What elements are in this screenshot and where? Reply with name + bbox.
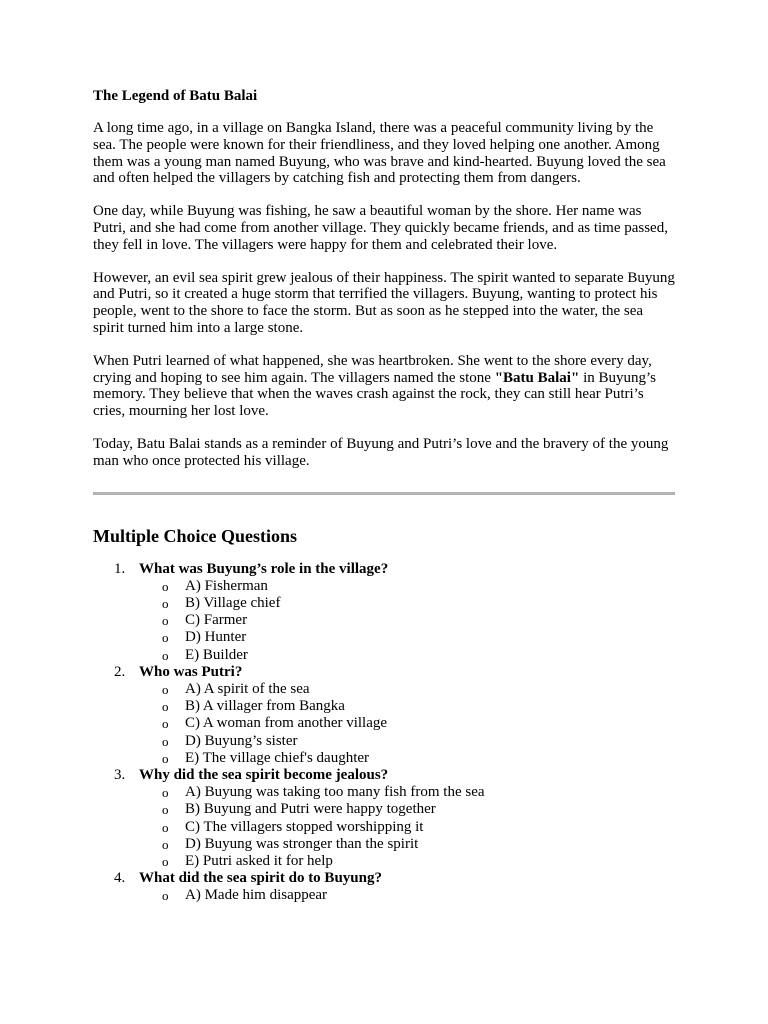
- answer-option: [139, 612, 675, 629]
- bullet-icon: o: [162, 733, 169, 749]
- mcq-heading: Multiple Choice Questions: [93, 525, 298, 546]
- question-text: What was Buyung’s role in the village?: [139, 560, 389, 577]
- question-text: What did the sea spirit do to Buyung?: [139, 870, 382, 887]
- story-body: [93, 120, 675, 470]
- option-text: B) A villager from Bangka: [185, 698, 345, 715]
- answer-option: [139, 647, 675, 664]
- question-text: Why did the sea spirit become jealous?: [139, 766, 389, 783]
- question-number: 1.: [114, 560, 126, 577]
- option-text: B) Village chief: [185, 594, 281, 611]
- answer-option: [139, 750, 675, 767]
- story-paragraph-3: [93, 270, 675, 337]
- option-text: A) A spirit of the sea: [185, 680, 310, 697]
- question-item: [93, 870, 675, 904]
- paragraph-text: One day, while Buyung was fishing, he saw a beautiful woman by the shore. Her name was Putri, and she had come from another village. They quickly became friends, and as time passed, they fell in love. The villagers were happy for them and celebrated their love.: [93, 203, 668, 253]
- story-paragraph-2: [93, 203, 675, 253]
- option-list: [139, 681, 675, 767]
- bullet-icon: o: [162, 647, 169, 663]
- bullet-icon: o: [162, 785, 169, 801]
- option-text: D) Buyung was stronger than the spirit: [185, 835, 419, 852]
- bullet-icon: o: [162, 888, 169, 904]
- option-text: C) A woman from another village: [185, 715, 388, 732]
- bullet-icon: o: [162, 699, 169, 715]
- option-text: D) Buyung’s sister: [185, 732, 298, 749]
- answer-option: [139, 733, 675, 750]
- bullet-icon: o: [162, 716, 169, 732]
- bullet-icon: o: [162, 836, 169, 852]
- option-list: [139, 578, 675, 664]
- question-number: 3.: [114, 766, 126, 783]
- story-paragraph-5: [93, 436, 675, 470]
- question-item: [93, 664, 675, 767]
- bullet-icon: o: [162, 681, 169, 697]
- paragraph-text: in Buyung’s memory. They believe that when the waves crash against the rock, they can still hear Putri’s cries, mourning her lost love.: [93, 369, 656, 420]
- option-text: A) Buyung was taking too many fish from the sea: [185, 784, 485, 801]
- question-item: [93, 767, 675, 870]
- paragraph-text: Today, Batu Balai stands as a reminder of Buyung and Putri’s love and the bravery of the young man who once protected his village.: [93, 435, 669, 469]
- option-text: A) Made him disappear: [185, 887, 328, 904]
- option-text: E) Putri asked it for help: [185, 853, 333, 869]
- paragraph-text: When Putri learned of what happened, she was heartbroken. She went to the shore every day, crying and hoping to see him again. The villagers named the stone: [93, 352, 652, 386]
- answer-option: [139, 836, 675, 853]
- answer-option: [139, 698, 675, 715]
- section-divider: [93, 492, 675, 495]
- option-text: C) The villagers stopped worshipping it: [185, 818, 424, 835]
- bullet-icon: o: [162, 854, 169, 869]
- answer-option: [139, 578, 675, 595]
- bullet-icon: o: [162, 802, 169, 818]
- answer-option: [139, 887, 675, 904]
- answer-option: [139, 784, 675, 801]
- option-text: D) Hunter: [185, 629, 247, 646]
- question-number: 2.: [114, 663, 126, 680]
- paragraph-text: However, an evil sea spirit grew jealous of their happiness. The spirit wanted to separate Buyung and Putri, so it created a huge storm that terrified the villagers. Buyung, wanting to protect his people, went to the shore to face the storm. But as soon as he stepped into the water, the sea spirit turned him into a large stone.: [93, 269, 675, 336]
- bullet-icon: o: [162, 595, 169, 611]
- stone-name-highlight: "Batu Balai": [494, 369, 580, 386]
- question-item: [93, 561, 675, 664]
- question-number: 4.: [114, 870, 126, 887]
- story-paragraph-1: [93, 120, 675, 187]
- option-list: [139, 887, 675, 904]
- question-list: [93, 561, 675, 905]
- option-text: B) Buyung and Putri were happy together: [185, 801, 436, 818]
- answer-option: [139, 629, 675, 646]
- answer-option: [139, 681, 675, 698]
- answer-option: [139, 819, 675, 836]
- bullet-icon: o: [162, 630, 169, 646]
- option-list: [139, 784, 675, 870]
- option-text: E) Builder: [185, 646, 248, 663]
- question-text: Who was Putri?: [139, 663, 243, 680]
- answer-option: [139, 595, 675, 612]
- bullet-icon: o: [162, 578, 169, 594]
- paragraph-text: A long time ago, in a village on Bangka Island, there was a peaceful community living by the sea. The people were known for their friendliness, and they loved helping one another. Among them was a young man named Buyung, who was brave and kind-hearted. Buyung loved the sea and often helped the villagers by catching fish and protecting them from dangers.: [93, 120, 666, 187]
- answer-option: [139, 801, 675, 818]
- option-text: C) Farmer: [185, 612, 248, 629]
- bullet-icon: o: [162, 750, 169, 766]
- story-paragraph-4: [93, 353, 675, 420]
- option-text: A) Fisherman: [185, 577, 268, 594]
- bullet-icon: o: [162, 819, 169, 835]
- document-title: The Legend of Batu Balai: [93, 88, 258, 104]
- bullet-icon: o: [162, 613, 169, 629]
- answer-option: [139, 853, 675, 870]
- option-text: E) The village chief's daughter: [185, 749, 370, 766]
- answer-option: [139, 715, 675, 732]
